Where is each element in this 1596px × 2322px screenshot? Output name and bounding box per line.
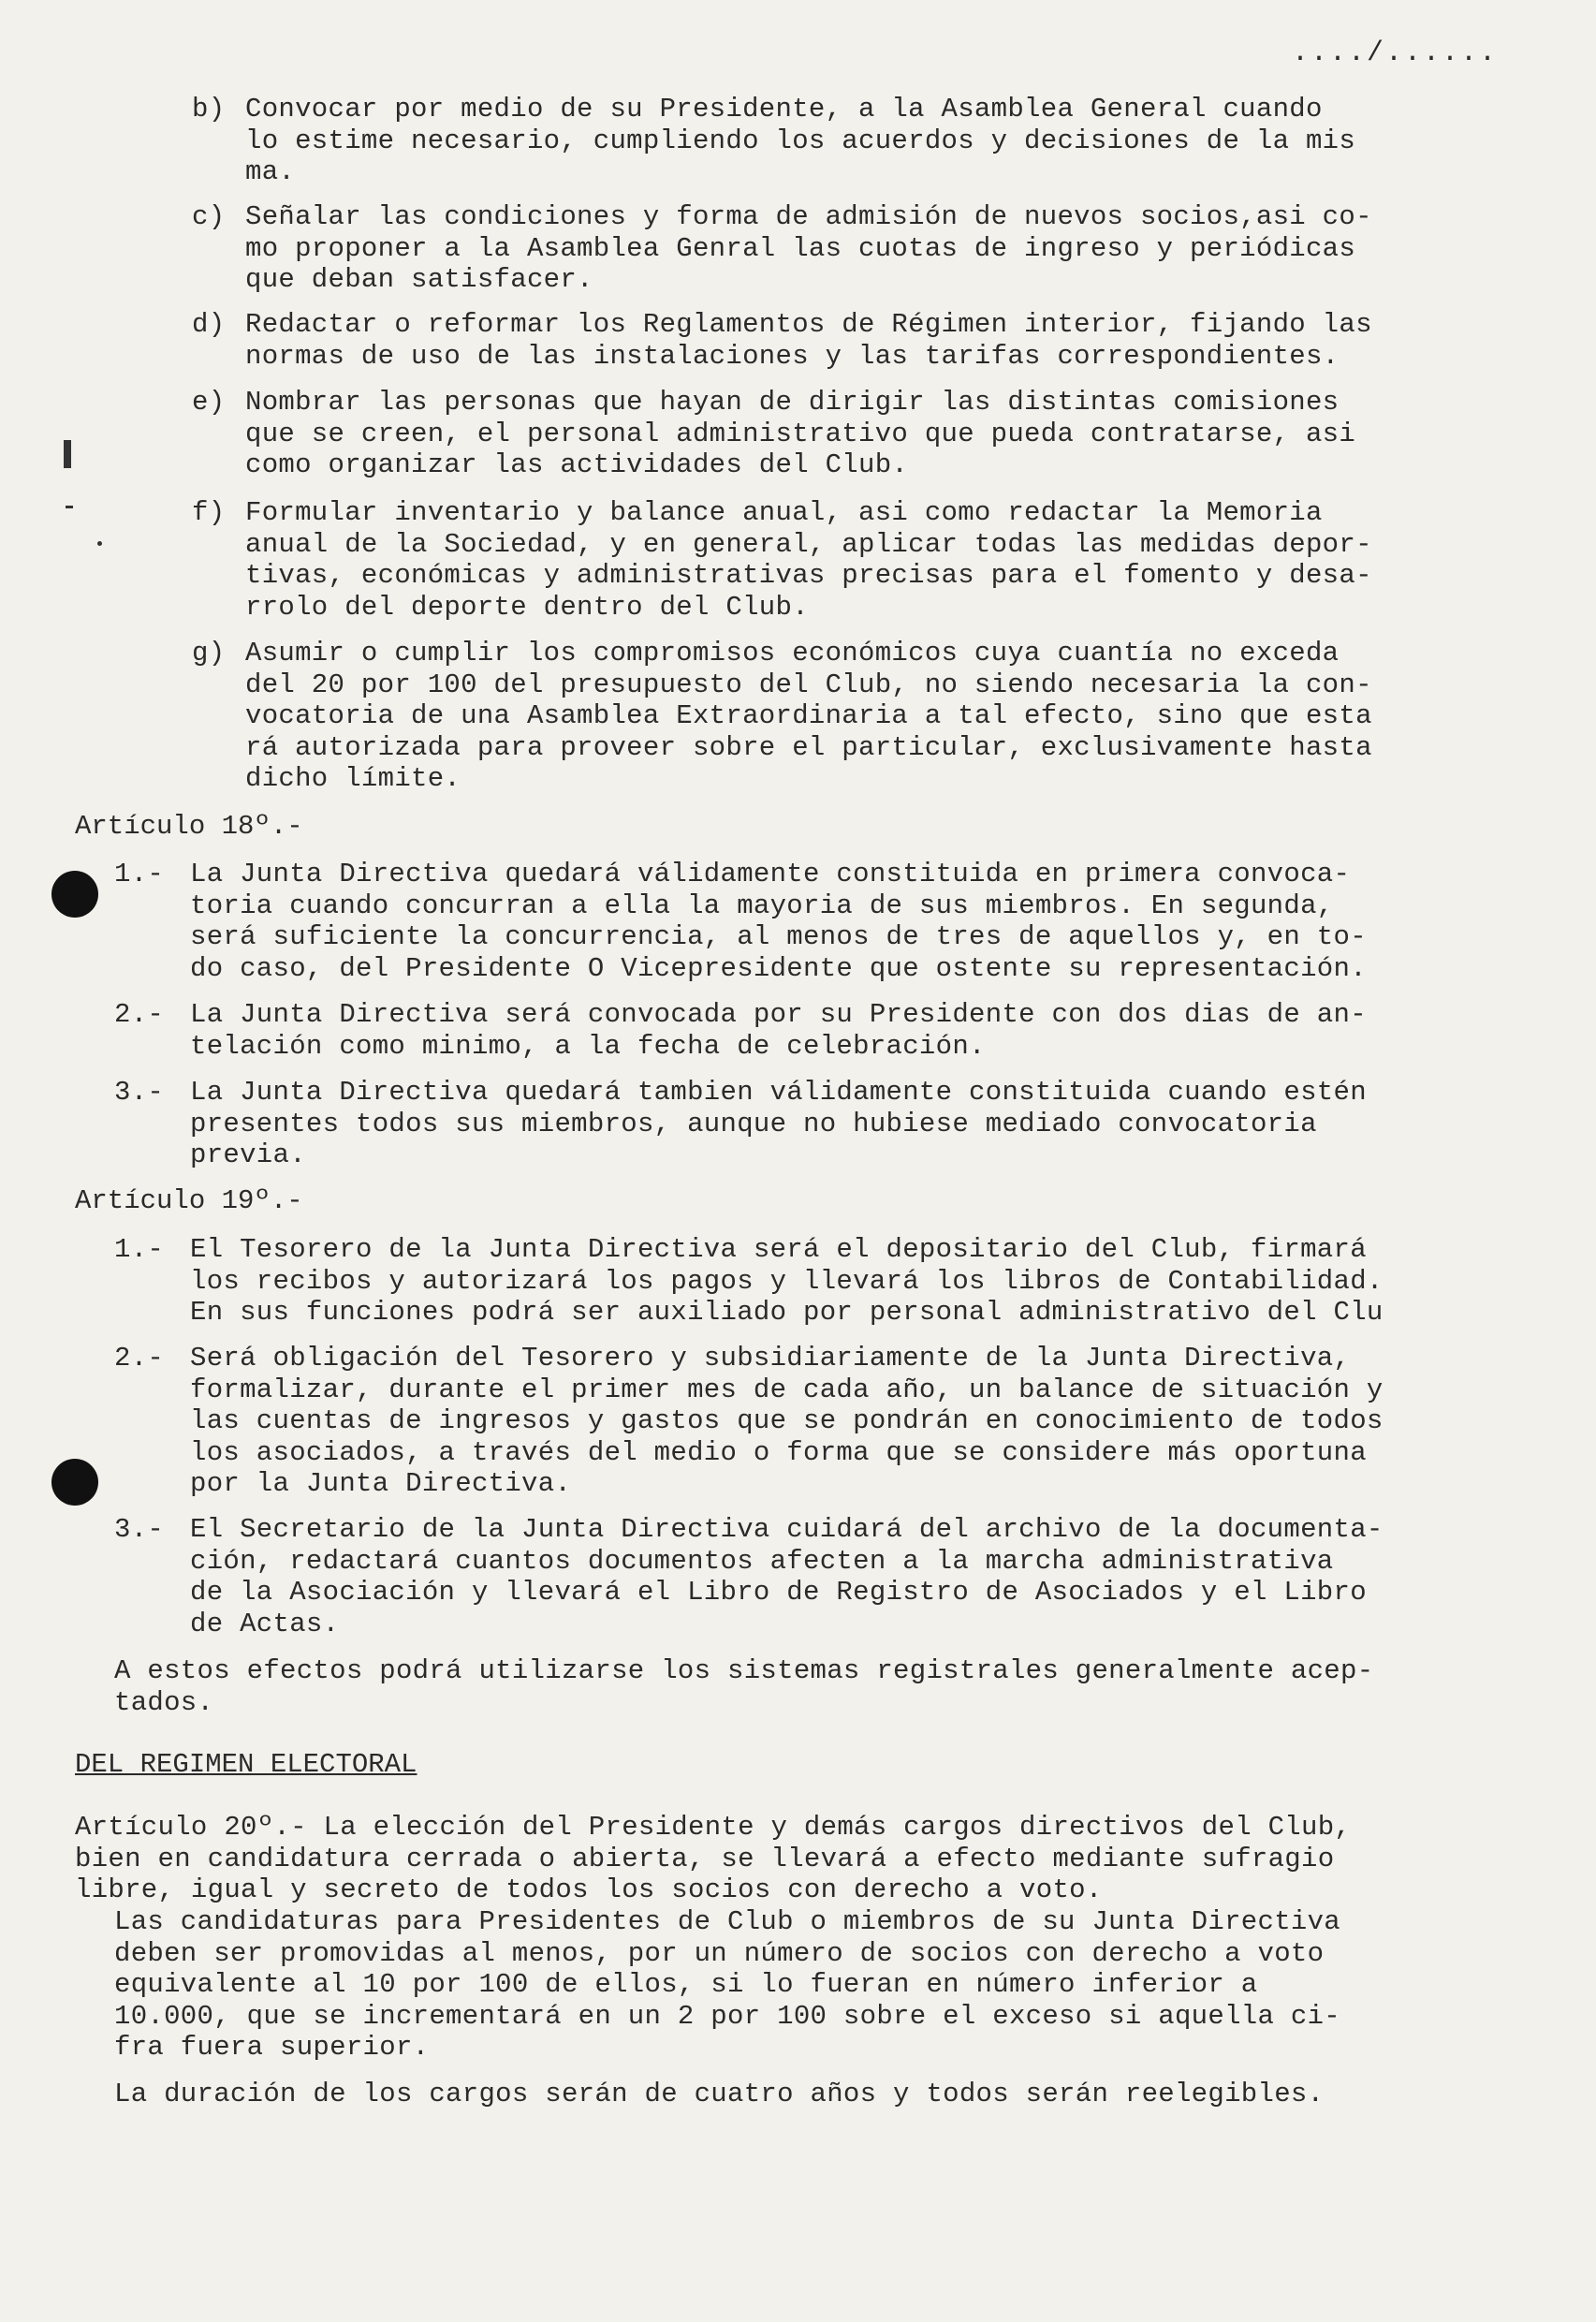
item-text-line: que se creen, el personal administrativo que pueda contratarse, asi (245, 418, 1356, 449)
closing-text-line: A estos efectos podrá utilizarse los sistemas registrales generalmente acep- (114, 1655, 1374, 1686)
item-text-line: Convocar por medio de su Presidente, a la Asamblea General cuando (245, 94, 1323, 125)
paragraph-text-line: de Actas. (190, 1608, 340, 1639)
article-20-line: libre, igual y secreto de todos los socios con derecho a voto. (75, 1874, 1103, 1905)
item-text-line: Señalar las condiciones y forma de admisión de nuevos socios,asi co- (245, 201, 1372, 232)
item-text-line: anual de la Sociedad, y en general, aplicar todas las medidas depor- (245, 528, 1372, 560)
paragraph-text-line: los asociados, a través del medio o forma que se considere más oportuna (190, 1436, 1367, 1468)
article-20-candidaturas-line: Las candidaturas para Presidentes de Club o miembros de su Junta Directiva (114, 1906, 1341, 1937)
item-text-line: rrolo del deporte dentro del Club. (245, 591, 809, 623)
paragraph-text-line: las cuentas de ingresos y gastos que se pondrán en conocimiento de todos (190, 1405, 1384, 1436)
item-label: e) (192, 387, 226, 418)
item-text-line: tivas, económicas y administrativas precisas para el fomento y desa- (245, 560, 1372, 591)
article-20-candidaturas-line: 10.000, que se incrementará en un 2 por 100 sobre el exceso si aquella ci- (114, 2000, 1341, 2032)
paragraph-text-line: los recibos y autorizará los pagos y llevará los libros de Contabilidad. (190, 1265, 1384, 1297)
article-20-candidaturas-line: fra fuera superior. (114, 2032, 430, 2063)
margin-mark (97, 541, 102, 546)
paragraph-text-line: será suficiente la concurrencia, al menos de tres de aquellos y, en to- (190, 921, 1367, 952)
item-text-line: lo estime necesario, cumpliendo los acuerdos y decisiones de la mis (245, 125, 1356, 156)
item-text-line: del 20 por 100 del presupuesto del Club, no siendo necesaria la con- (245, 669, 1372, 700)
margin-mark (66, 506, 73, 508)
margin-mark (64, 440, 71, 468)
paragraph-text-line: Será obligación del Tesorero y subsidiariamente de la Junta Directiva, (190, 1343, 1351, 1374)
article-18-heading: Artículo 18º.- (75, 811, 303, 842)
item-text-line: Formular inventario y balance anual, asi como redactar la Memoria (245, 497, 1323, 528)
item-label: d) (192, 309, 226, 340)
paragraph-text-line: formalizar, durante el primer mes de cada año, un balance de situación y (190, 1374, 1384, 1405)
item-text-line: dicho límite. (245, 763, 461, 794)
punch-hole-top (51, 871, 98, 918)
article-20-candidaturas-line: deben ser promovidas al menos, por un número de socios con derecho a voto (114, 1937, 1325, 1969)
paragraph-number: 1.- (114, 859, 165, 889)
article-20-duracion-line: La duración de los cargos serán de cuatro años y todos serán reelegibles. (114, 2079, 1325, 2109)
paragraph-number: 2.- (114, 1343, 165, 1374)
paragraph-text-line: El Tesorero de la Junta Directiva será el depositario del Club, firmará (190, 1234, 1367, 1265)
item-label: c) (192, 201, 226, 232)
item-text-line: ma. (245, 156, 296, 187)
paragraph-text-line: En sus funciones podrá ser auxiliado por personal administrativo del Clu (190, 1297, 1384, 1328)
article-20-candidaturas-line: equivalente al 10 por 100 de ellos, si lo fueran en número inferior a (114, 1969, 1258, 2000)
article-20-line: Artículo 20º.- La elección del Presidente y demás cargos directivos del Club, (75, 1812, 1352, 1843)
paragraph-text-line: presentes todos sus miembros, aunque no hubiese mediado convocatoria (190, 1108, 1317, 1139)
paragraph-text-line: La Junta Directiva quedará válidamente constituida en primera convoca- (190, 859, 1351, 889)
paragraph-text-line: toria cuando concurran a ella la mayoria de sus miembros. En segunda, (190, 889, 1334, 921)
paragraph-text-line: telación como minimo, a la fecha de celebración. (190, 1030, 986, 1062)
item-text-line: como organizar las actividades del Club. (245, 449, 909, 480)
paragraph-text-line: La Junta Directiva quedará tambien válidamente constituida cuando estén (190, 1077, 1367, 1108)
paragraph-text-line: do caso, del Presidente O Vicepresidente que ostente su representación. (190, 952, 1367, 984)
item-label: b) (192, 94, 226, 125)
punch-hole-bottom (51, 1459, 98, 1506)
item-label: f) (192, 497, 226, 528)
paragraph-number: 1.- (114, 1234, 165, 1265)
paragraph-text-line: La Junta Directiva será convocada por su Presidente con dos dias de an- (190, 999, 1367, 1030)
closing-text-line: tados. (114, 1686, 214, 1718)
paragraph-text-line: por la Junta Directiva. (190, 1468, 572, 1499)
item-text-line: mo proponer a la Asamblea Genral las cuotas de ingreso y periódicas (245, 232, 1356, 264)
article-19-heading: Artículo 19º.- (75, 1185, 303, 1216)
section-title-regimen-electoral: DEL REGIMEN ELECTORAL (75, 1749, 417, 1780)
paragraph-number: 3.- (114, 1514, 165, 1545)
item-text-line: Asumir o cumplir los compromisos económicos cuya cuantía no exceda (245, 638, 1340, 669)
paragraph-text-line: previa. (190, 1139, 306, 1170)
page-continuation-marker: ..../...... (1292, 37, 1499, 69)
item-text-line: que deban satisfacer. (245, 264, 593, 295)
article-20-line: bien en candidatura cerrada o abierta, se llevará a efecto mediante sufragio (75, 1843, 1335, 1874)
item-text-line: rá autorizada para proveer sobre el particular, exclusivamente hasta (245, 731, 1372, 763)
item-text-line: Nombrar las personas que hayan de dirigir las distintas comisiones (245, 387, 1340, 418)
item-text-line: vocatoria de una Asamblea Extraordinaria a tal efecto, sino que esta (245, 700, 1372, 731)
paragraph-number: 2.- (114, 999, 165, 1030)
paragraph-number: 3.- (114, 1077, 165, 1108)
item-text-line: Redactar o reformar los Reglamentos de Régimen interior, fijando las (245, 309, 1372, 340)
paragraph-text-line: ción, redactará cuantos documentos afecten a la marcha administrativa (190, 1545, 1334, 1577)
paragraph-text-line: de la Asociación y llevará el Libro de Registro de Asociados y el Libro (190, 1577, 1367, 1608)
item-text-line: normas de uso de las instalaciones y las tarifas correspondientes. (245, 340, 1340, 372)
paragraph-text-line: El Secretario de la Junta Directiva cuidará del archivo de la documenta- (190, 1514, 1384, 1545)
item-label: g) (192, 638, 226, 669)
